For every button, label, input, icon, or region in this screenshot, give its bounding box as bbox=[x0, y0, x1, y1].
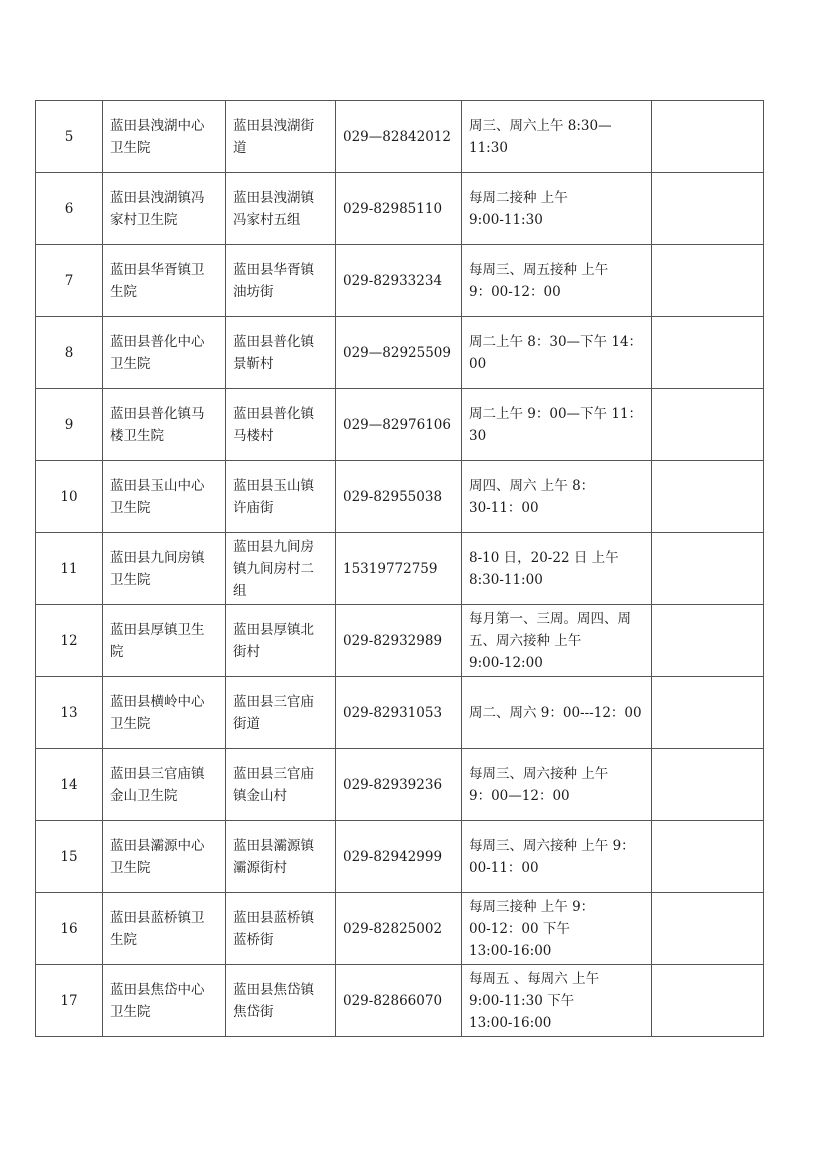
vaccination-sites-table bbox=[35, 100, 764, 1037]
clinic-address: 蓝田县华胥镇 油坊街 bbox=[226, 245, 336, 317]
clinic-address: 蓝田县灞源镇 灞源街村 bbox=[226, 821, 336, 893]
clinic-address: 蓝田县洩湖街 道 bbox=[226, 101, 336, 173]
service-hours: 周四、周六 上午 8： 30-11：00 bbox=[462, 461, 652, 533]
table-row bbox=[36, 533, 764, 605]
clinic-name: 蓝田县横岭中心 卫生院 bbox=[103, 677, 226, 749]
clinic-address: 蓝田县蓝桥镇 蓝桥街 bbox=[226, 893, 336, 965]
clinic-address: 蓝田县普化镇 景靳村 bbox=[226, 317, 336, 389]
clinic-phone: 029-82933234 bbox=[336, 245, 462, 317]
clinic-address: 蓝田县三官庙 街道 bbox=[226, 677, 336, 749]
clinic-address: 蓝田县厚镇北 街村 bbox=[226, 605, 336, 677]
service-hours: 每周三、周五接种 上午 9：00-12：00 bbox=[462, 245, 652, 317]
clinic-address: 蓝田县洩湖镇 冯家村五组 bbox=[226, 173, 336, 245]
table-row bbox=[36, 965, 764, 1037]
clinic-name: 蓝田县九间房镇 卫生院 bbox=[103, 533, 226, 605]
service-hours: 每周二接种 上午 9:00-11:30 bbox=[462, 173, 652, 245]
table-row bbox=[36, 101, 764, 173]
clinic-name: 蓝田县普化中心 卫生院 bbox=[103, 317, 226, 389]
clinic-phone: 029-82866070 bbox=[336, 965, 462, 1037]
remarks bbox=[652, 317, 764, 389]
clinic-phone: 029—82976106 bbox=[336, 389, 462, 461]
service-hours: 每周五 、每周六 上午 9:00-11:30 下午 13:00-16:00 bbox=[462, 965, 652, 1037]
row-number: 8 bbox=[36, 317, 103, 389]
remarks bbox=[652, 389, 764, 461]
clinic-name: 蓝田县华胥镇卫 生院 bbox=[103, 245, 226, 317]
table-body bbox=[36, 101, 764, 1037]
clinic-phone: 029-82931053 bbox=[336, 677, 462, 749]
clinic-phone: 029-82932989 bbox=[336, 605, 462, 677]
clinic-name: 蓝田县洩湖镇冯 家村卫生院 bbox=[103, 173, 226, 245]
remarks bbox=[652, 821, 764, 893]
row-number: 13 bbox=[36, 677, 103, 749]
clinic-name: 蓝田县灞源中心 卫生院 bbox=[103, 821, 226, 893]
remarks bbox=[652, 605, 764, 677]
clinic-name: 蓝田县玉山中心 卫生院 bbox=[103, 461, 226, 533]
table-row bbox=[36, 173, 764, 245]
row-number: 16 bbox=[36, 893, 103, 965]
remarks bbox=[652, 677, 764, 749]
clinic-phone: 029—82925509 bbox=[336, 317, 462, 389]
table-row bbox=[36, 605, 764, 677]
clinic-phone: 029-82955038 bbox=[336, 461, 462, 533]
row-number: 14 bbox=[36, 749, 103, 821]
row-number: 10 bbox=[36, 461, 103, 533]
clinic-address: 蓝田县普化镇 马楼村 bbox=[226, 389, 336, 461]
table-row bbox=[36, 677, 764, 749]
table-row bbox=[36, 389, 764, 461]
remarks bbox=[652, 533, 764, 605]
service-hours: 每周三接种 上午 9： 00-12：00 下午 13:00-16:00 bbox=[462, 893, 652, 965]
clinic-name: 蓝田县厚镇卫生 院 bbox=[103, 605, 226, 677]
clinic-phone: 029-82825002 bbox=[336, 893, 462, 965]
clinic-phone: 15319772759 bbox=[336, 533, 462, 605]
clinic-name: 蓝田县普化镇马 楼卫生院 bbox=[103, 389, 226, 461]
remarks bbox=[652, 749, 764, 821]
service-hours: 周二上午 8：30—下午 14： 00 bbox=[462, 317, 652, 389]
service-hours: 周二上午 9：00—下午 11： 30 bbox=[462, 389, 652, 461]
remarks bbox=[652, 101, 764, 173]
row-number: 6 bbox=[36, 173, 103, 245]
clinic-phone: 029-82985110 bbox=[336, 173, 462, 245]
row-number: 9 bbox=[36, 389, 103, 461]
service-hours: 8-10 日，20-22 日 上午 8:30-11:00 bbox=[462, 533, 652, 605]
clinic-phone: 029-82942999 bbox=[336, 821, 462, 893]
clinic-name: 蓝田县三官庙镇 金山卫生院 bbox=[103, 749, 226, 821]
clinic-address: 蓝田县九间房 镇九间房村二 组 bbox=[226, 533, 336, 605]
remarks bbox=[652, 461, 764, 533]
service-hours: 每周三、周六接种 上午 9： 00-11：00 bbox=[462, 821, 652, 893]
row-number: 12 bbox=[36, 605, 103, 677]
row-number: 15 bbox=[36, 821, 103, 893]
service-hours: 周二、周六 9：00---12：00 bbox=[462, 677, 652, 749]
clinic-phone: 029—82842012 bbox=[336, 101, 462, 173]
row-number: 17 bbox=[36, 965, 103, 1037]
clinic-name: 蓝田县洩湖中心 卫生院 bbox=[103, 101, 226, 173]
table-row bbox=[36, 245, 764, 317]
clinic-address: 蓝田县焦岱镇 焦岱街 bbox=[226, 965, 336, 1037]
table-row bbox=[36, 893, 764, 965]
table-row bbox=[36, 461, 764, 533]
service-hours: 每周三、周六接种 上午 9：00—12：00 bbox=[462, 749, 652, 821]
remarks bbox=[652, 173, 764, 245]
row-number: 7 bbox=[36, 245, 103, 317]
table-row bbox=[36, 749, 764, 821]
service-hours: 周三、周六上午 8:30— 11:30 bbox=[462, 101, 652, 173]
remarks bbox=[652, 245, 764, 317]
table-row bbox=[36, 821, 764, 893]
remarks bbox=[652, 965, 764, 1037]
service-hours: 每月第一、三周。周四、周 五、周六接种 上午 9:00-12:00 bbox=[462, 605, 652, 677]
row-number: 5 bbox=[36, 101, 103, 173]
remarks bbox=[652, 893, 764, 965]
row-number: 11 bbox=[36, 533, 103, 605]
clinic-address: 蓝田县玉山镇 许庙街 bbox=[226, 461, 336, 533]
clinic-address: 蓝田县三官庙 镇金山村 bbox=[226, 749, 336, 821]
clinic-name: 蓝田县蓝桥镇卫 生院 bbox=[103, 893, 226, 965]
clinic-phone: 029-82939236 bbox=[336, 749, 462, 821]
clinic-name: 蓝田县焦岱中心 卫生院 bbox=[103, 965, 226, 1037]
table-row bbox=[36, 317, 764, 389]
